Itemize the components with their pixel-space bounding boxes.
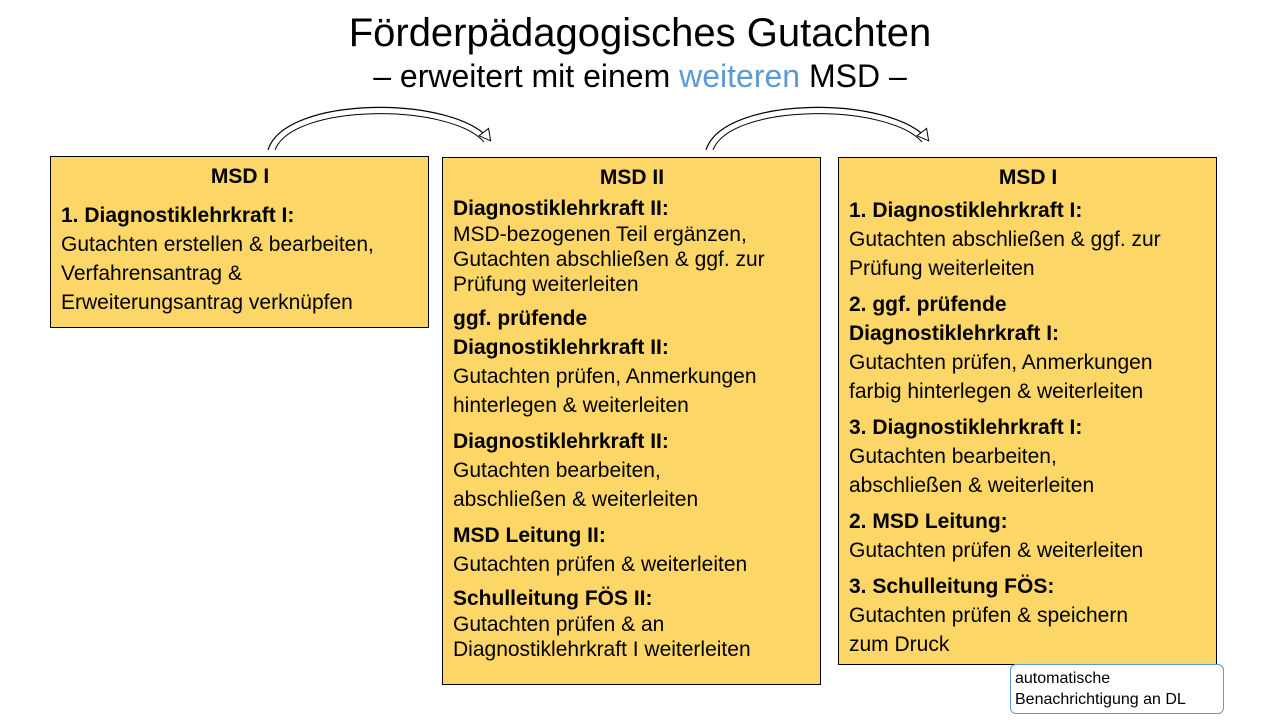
step-title: 2. ggf. prüfende Diagnostiklehrkraft I: xyxy=(849,293,1060,345)
box-heading: MSD I xyxy=(210,165,270,188)
subtitle-prefix: – erweitert mit einem xyxy=(373,58,671,94)
step-title: ggf. prüfende Diagnostiklehrkraft II: xyxy=(453,307,669,359)
step xyxy=(849,413,1207,500)
step-text: Gutachten prüfen, Anmerkungen hinterlegen & weiterleiten xyxy=(453,365,757,417)
step xyxy=(61,201,419,317)
step xyxy=(453,427,811,514)
step xyxy=(453,586,811,662)
box-heading: MSD I xyxy=(998,166,1058,189)
page-title: Förderpädagogisches Gutachten xyxy=(348,11,932,55)
step-text: Gutachten prüfen & an Diagnostiklehrkraft I weiterleiten xyxy=(453,613,751,661)
page-subtitle xyxy=(0,56,1280,96)
box-heading: MSD II xyxy=(599,166,665,189)
step xyxy=(453,304,811,420)
subtitle-highlight: weiteren xyxy=(679,58,801,94)
step-text: Gutachten prüfen & weiterleiten xyxy=(453,553,748,576)
step-title: Diagnostiklehrkraft II: xyxy=(453,430,669,453)
step-text: Gutachten bearbeiten, abschließen & weiterleiten xyxy=(849,445,1095,497)
step xyxy=(453,521,811,579)
step-text: Gutachten erstellen & bearbeiten, Verfahrensantrag & Erweiterungsantrag verknüpfen xyxy=(61,233,374,314)
step-text: Gutachten bearbeiten, abschließen & weiterleiten xyxy=(453,459,699,511)
step xyxy=(849,572,1207,659)
step-title: Schulleitung FÖS II: xyxy=(453,587,653,610)
box-msd-i-start xyxy=(50,156,429,328)
step-title: 3. Schulleitung FÖS: xyxy=(849,575,1055,598)
step-title: 2. MSD Leitung: xyxy=(849,510,1008,533)
step xyxy=(849,290,1207,406)
box-msd-ii xyxy=(442,157,821,685)
step-title: 1. Diagnostiklehrkraft I: xyxy=(61,204,295,227)
step-text: Gutachten prüfen, Anmerkungen farbig hinterlegen & weiterleiten xyxy=(849,351,1153,403)
step-text: Gutachten prüfen & speichern zum Druck xyxy=(849,604,1129,656)
step-title: MSD Leitung II: xyxy=(453,524,606,547)
notification-callout xyxy=(1010,664,1224,714)
step xyxy=(849,507,1207,565)
step-text: Gutachten prüfen & weiterleiten xyxy=(849,539,1144,562)
arrow-msd2-to-msd1 xyxy=(706,107,928,150)
step-text: Gutachten abschließen & ggf. zur Prüfung weiterleiten xyxy=(849,228,1161,280)
step-title: Diagnostiklehrkraft II: xyxy=(453,197,669,220)
step xyxy=(453,196,811,297)
arrow-msd1-to-msd2 xyxy=(268,107,490,150)
subtitle-suffix: MSD – xyxy=(808,58,907,94)
step-title: 3. Diagnostiklehrkraft I: xyxy=(849,416,1083,439)
step xyxy=(849,196,1207,283)
callout-text: automatische Benachrichtigung an DL xyxy=(1015,670,1186,708)
step-text: MSD-bezogenen Teil ergänzen, Gutachten abschließen & ggf. zur Prüfung weiterleiten xyxy=(453,223,765,296)
box-msd-i-end xyxy=(838,157,1217,665)
step-title: 1. Diagnostiklehrkraft I: xyxy=(849,199,1083,222)
